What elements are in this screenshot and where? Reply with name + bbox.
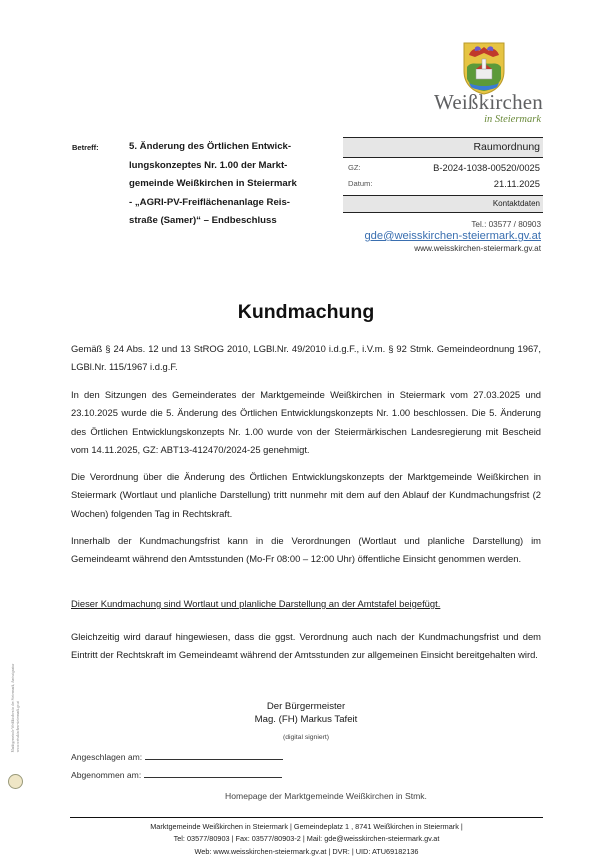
footer-address: Marktgemeinde Weißkirchen in Steiermark | Gemeindeplatz 1 , 8741 Weißkirchen in Steiermark | — [150, 822, 463, 831]
removed-on-label: Abgenommen am: — [71, 770, 142, 780]
reference-info-box — [343, 137, 543, 253]
signature-note: (digital signiert) — [282, 734, 330, 741]
paragraph-inspection: Innerhalb der Kundmachungsfrist kann in die Verordnungen (Wortlaut und planliche Darstellung) im Gemeindeamt während den Amtsstunden (Mo-Fr 08:00 – 12:00 Uhr) öffentliche Einsicht genommen werden. — [71, 535, 541, 565]
footer-divider — [70, 817, 543, 818]
subject-line: - „AGRI-PV-Freiflächenanlage Reis- — [129, 196, 290, 208]
side-stamp-line: www.weisskirchen-steiermark.gv.at — [16, 701, 20, 753]
logo-subtitle: in Steiermark — [484, 114, 541, 125]
signature-side-stamp — [4, 628, 28, 788]
paragraph-attachment-note: Dieser Kundmachung sind Wortlaut und planliche Darstellung an der Amtstafel beigefügt. — [71, 598, 441, 609]
paragraph-council-decision: In den Sitzungen des Gemeinderates der Marktgemeinde Weißkirchen in Steiermark vom 27.03.2025 und 23.10.2025 wurde die 5. Änderung des Örtlichen Entwicklungskonzepts Nr. 1.00 beschlossen. Die 5. Änderung des Örtlichen Entwicklungskonzepts Nr. 1.00 wurde von der Steiermärkischen Landesregierung mit Bescheid vom 14.11.2025, GZ: ABT13-412470/2024-25 genehmigt. — [71, 389, 541, 456]
department-header: Raumordnung — [343, 137, 543, 158]
signatory-name: Mag. (FH) Markus Tafeit — [254, 714, 358, 725]
coat-of-arms-icon — [461, 41, 507, 95]
subject-line: 5. Änderung des Örtlichen Entwick- — [129, 141, 292, 152]
paragraph-legal-basis: Gemäß § 24 Abs. 12 und 13 StROG 2010, LGBl.Nr. 49/2010 i.d.g.F., i.V.m. § 92 Stmk. Gemeindeordnung 1967, LGBl.Nr. 115/1967 i.d.g.F. — [71, 343, 541, 373]
date-label: Datum: — [348, 179, 373, 188]
phone-number: Tel.: 03577 / 80903 — [471, 220, 541, 229]
posted-on-label: Angeschlagen am: — [71, 752, 143, 762]
date-value: 21.11.2025 — [493, 178, 540, 189]
footer-contact: Tel: 03577/80903 | Fax: 03577/80903-2 | Mail: gde@weisskirchen-steiermark.gv.at — [173, 834, 440, 844]
posted-on-row — [71, 751, 283, 762]
file-number-value: B-2024-1038-00520/0025 — [433, 162, 540, 173]
removed-on-row — [71, 769, 282, 780]
subject-line: straße (Samer)“ – Endbeschluss — [129, 215, 277, 226]
side-stamp-text — [11, 664, 21, 753]
page-title: Kundmachung — [237, 301, 375, 323]
posted-on-field[interactable] — [145, 751, 283, 760]
homepage-note: Homepage der Marktgemeinde Weißkirchen in Stmk. — [225, 791, 427, 801]
signatory-title: Der Bürgermeister — [266, 701, 346, 712]
subject-line: lungskonzeptes Nr. 1.00 der Markt- — [129, 159, 288, 171]
file-number-row — [343, 160, 543, 176]
subject-label: Betreff: — [72, 143, 99, 152]
date-row — [343, 176, 543, 192]
paragraph-availability: Gleichzeitig wird darauf hingewiesen, dass die ggst. Verordnung auch nach der Kundmachungsfrist und dem Eintritt der Rechtskraft im Gemeindeamt während der Amtsstunden zur allgemeinen Einsicht bereitgehalten wird. — [71, 631, 541, 661]
contact-header: Kontaktdaten — [343, 195, 543, 213]
removed-on-field[interactable] — [144, 769, 282, 778]
side-stamp-line: Marktgemeinde Weißkirchen in der Steiermark, Amtssignatur — [11, 663, 15, 753]
subject-line: gemeinde Weißkirchen in Steiermark — [129, 178, 297, 189]
subject-text — [129, 138, 344, 231]
footer-web: Web: www.weisskirchen-steiermark.gv.at | DVR: | UID: ATU69182136 — [194, 846, 419, 856]
official-seal-icon — [8, 774, 23, 789]
email-link[interactable]: gde@weisskirchen-steiermark.gv.at — [364, 230, 541, 242]
logo-wordmark: Weißkirchen — [434, 90, 543, 114]
file-number-label: GZ: — [348, 163, 361, 172]
footer — [70, 821, 543, 858]
paragraph-effective-date: Die Verordnung über die Änderung des Örtlichen Entwicklungskonzepts der Marktgemeinde Weißkirchen in Steiermark (Wortlaut und planliche Darstellung) tritt nunmehr mit dem auf den Ablauf der Kundmachungsfrist (2 Wochen) folgenden Tag in Rechtskraft. — [71, 471, 541, 519]
website-link[interactable]: www.weisskirchen-steiermark.gv.at — [414, 244, 541, 253]
